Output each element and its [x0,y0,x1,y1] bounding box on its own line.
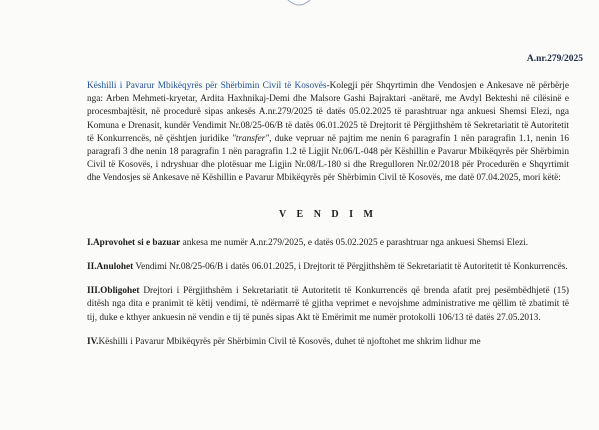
decision-item-2 [87,261,569,274]
decision-item-3 [87,285,569,325]
intro-term: "transfer" [231,133,270,144]
item-text: Vendimi Nr.08/25-06/B i datës 06.01.2025, i Drejtorit të Përgjithshëm të Sekretariatit të Autoritetit të Konkurrencës. [133,262,568,273]
intro-text-1: -Kolegji për Shqyrtimin dhe Vendosjen e Ankesave në përbërje nga: Arben Mehmeti-kryetar, Ardita Haxhnikaj-Demi dhe Malsore Gashi Bajraktari -anëtarë, me Avdyl Bekteshi në cilësinë e procesmbajtësit, në procedurë sipas ankesës A.nr.279/2025 të datës 05.02.2025 të parashtruar nga ankuesi Shemsi Elezi, nga Komuna e Drenasit, kundër Vendimit Nr.08/25-06/B të datës 06.01.2025 të Drejtorit të Përgjithshëm të Sekretariatit të Autoritetit të Konkurrencës, në çështjen juridike [87,81,569,144]
institution-name: Këshilli i Pavarur Mbikëqyrës për Shërbimin Civil të Kosovës [87,81,327,91]
item-lead: IV. [87,336,99,347]
decision-item-4 [87,336,569,349]
item-lead: I.Aprovohet si e bazuar [87,237,181,248]
intro-paragraph [87,80,569,186]
decision-title: V E N D I M [279,208,377,220]
item-lead: III.Obligohet [87,286,140,297]
item-text: ankesa me numër A.nr.279/2025, e datës 05.02.2025 e parashtruar nga ankuesi Shemsi Elezi. [180,237,529,248]
document-body [87,80,569,360]
decision-item-1 [87,237,569,250]
item-lead: II.Anulohet [87,262,134,273]
item-text: Këshilli i Pavarur Mbikëqyrës për Shërbimin Civil të Kosovës, duhet të njoftohet me shkrim lidhur me [98,336,481,347]
item-text: Drejtori i Përgjithshëm i Sekretariatit të Autoritetit të Konkurrencës që brenda afatit prej pesëmbëdhjetë (15) ditësh nga dita e pranimit të këtij vendimi, të ndërmarrë të gjitha veprimet e nevojshme administrative me qëllim të zbatimit të tij, duke e kthyer ankuesin në vendin e tij të punës sipas Akt të Emërimit me numër protokolli 106/13 të datës 27.05.2013. [87,286,569,323]
emblem-icon [284,0,314,10]
reference-number: A.nr.279/2025 [526,54,583,64]
intro-text-2: , duke vepruar në pajtim me nenin 6 paragrafin 1 nën paragrafin 1.1, nenin 16 paragrafi 3 dhe nenin 18 paragrafin 1 nën paragrafin 1.2 të Ligjit Nr.06/L-048 për Këshillin e Pavarur Mbikëqyrës për Shërbimin Civil të Kosovës, i ndryshuar dhe plotësuar me Ligjin Nr.08/L-180 si dhe Rregulloren Nr.02/2018 për Procedurën e Shqyrtimit dhe Vendosjes së Ankesave në Këshillin e Pavarur Mbikëqyrës për Shërbimin Civil të Kosovës, me datë 07.04.2025, mori këtë: [87,133,569,184]
